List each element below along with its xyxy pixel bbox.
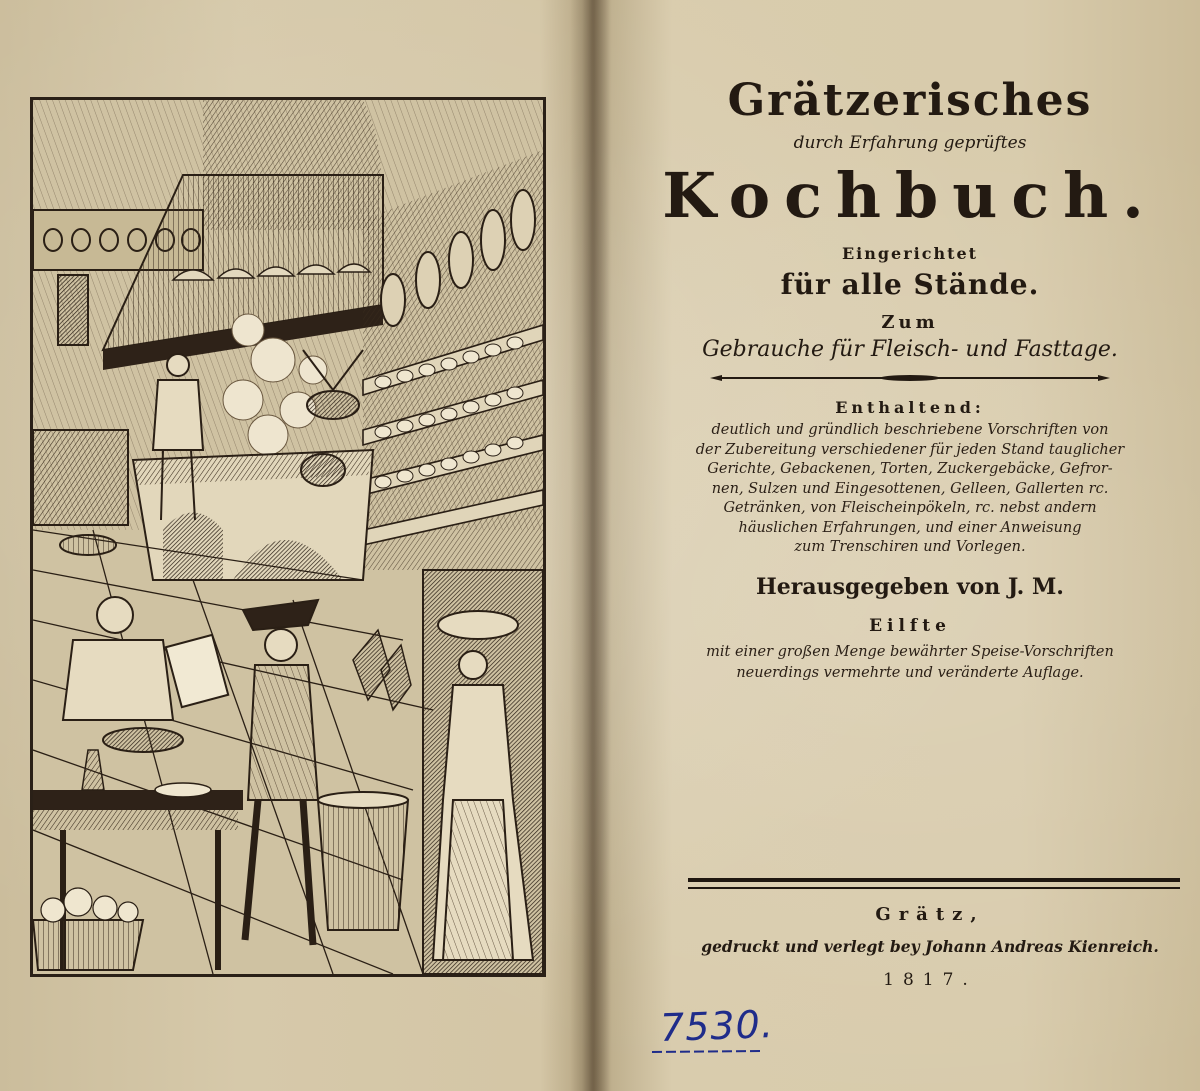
- gebrauche-line: Gebrauche für Fleisch- und Fasttage.: [702, 337, 1118, 362]
- book-title-line-1: Grätzerisches: [727, 75, 1093, 126]
- book-main-title: Kochbuch.: [662, 159, 1158, 232]
- description-line: zum Trenschiren und Vorlegen.: [794, 539, 1026, 555]
- edition-line: neuerdings vermehrte und veränderte Auflage.: [736, 664, 1084, 681]
- imprint-printer: gedruckt und verlegt bey Johann Andreas Kienreich.: [701, 937, 1159, 956]
- edition-line: mit einer großen Menge bewährter Speise-Vorschriften: [706, 643, 1114, 660]
- shelfmark-underline: [652, 1049, 762, 1055]
- handwritten-shelfmark: 7530.: [659, 1002, 775, 1050]
- imprint: [660, 902, 1200, 992]
- book-gutter: [570, 0, 610, 1091]
- description-line: Getränken, von Fleischeinpökeln, rc. nebst andern: [723, 500, 1097, 516]
- eingerichtet-label: Eingerichtet: [841, 244, 979, 263]
- enthaltend-label: Enthaltend:: [835, 398, 985, 417]
- edition-description: [640, 642, 1180, 684]
- contents-description: [660, 421, 1160, 558]
- ornament-rule: [710, 373, 1110, 383]
- frontispiece-engraving: [30, 97, 546, 977]
- edition-label: Eilfte: [869, 615, 951, 636]
- description-line: Gerichte, Gebackenen, Torten, Zuckergebäcke, Gefror-: [707, 461, 1113, 477]
- description-line: häuslichen Erfahrungen, und einer Anweisung: [738, 519, 1082, 536]
- description-line: der Zubereitung verschiedener für jeden Stand tauglicher: [695, 441, 1125, 458]
- description-line: nen, Sulzen und Eingesottenen, Gelleen, Gallerten rc.: [711, 480, 1109, 497]
- kitchen-scene-illustration: [33, 100, 543, 974]
- title-page: [640, 75, 1180, 684]
- imprint-place: Grätz,: [875, 904, 985, 925]
- imprint-year: 1817.: [883, 970, 977, 990]
- book-title-subtitle: durch Erfahrung geprüftes: [793, 133, 1027, 153]
- stande-line: für alle Stände.: [780, 268, 1040, 301]
- zum-label: Zum: [881, 312, 939, 333]
- imprint-double-rule: [688, 878, 1180, 892]
- editor-line: Herausgegeben von J. M.: [756, 573, 1064, 600]
- description-line: deutlich und gründlich beschriebene Vorschriften von: [711, 422, 1109, 438]
